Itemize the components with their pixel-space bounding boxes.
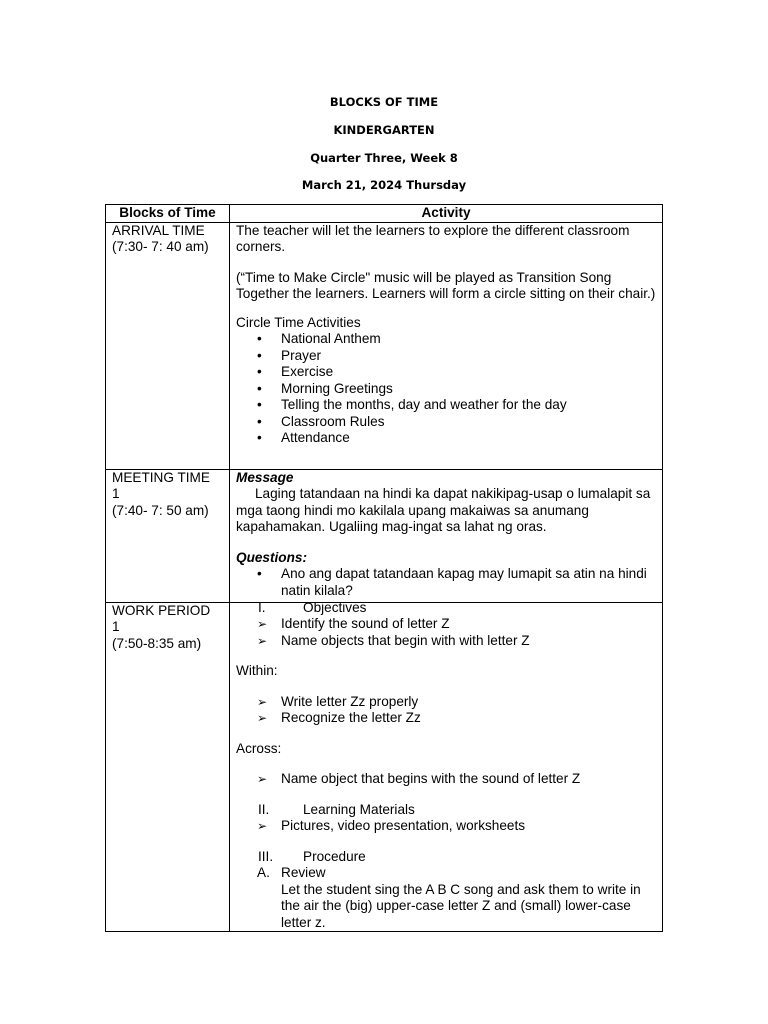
activity-work-cell <box>230 599 663 932</box>
section-title: Learning Materials <box>303 801 415 817</box>
section-number: III. <box>258 848 274 864</box>
block-label: WORK PERIOD <box>112 602 211 618</box>
section-procedure <box>236 849 656 866</box>
list-item: ➢ Write letter Zz properly <box>257 693 419 709</box>
objectives-list <box>236 616 656 649</box>
arrival-paragraph-2: (“Time to Make Circle" music will be played as Transition Song Together the learners. Learners will form a circle sitting on their chair.) <box>236 269 656 301</box>
arrow-bullet-icon: ➢ <box>257 694 268 709</box>
within-list <box>236 694 656 727</box>
step-text: Let the student sing the A B C song and ask them to write in the air the (big) upper-case letter Z and (small) lower-case letter z. <box>281 881 641 930</box>
procedure-step-a <box>236 865 656 931</box>
arrow-bullet-icon: ➢ <box>257 617 268 631</box>
block-time: (7:30- 7: 40 am) <box>112 239 209 254</box>
across-title: Across: <box>236 740 282 756</box>
list-item: ➢ Name objects that begin with with letter Z <box>257 632 530 648</box>
step-title: Review <box>281 865 326 880</box>
arrival-paragraph-1: The teacher will let the learners to explore the different classroom corners. <box>236 222 630 254</box>
arrow-bullet-icon: ➢ <box>257 772 268 786</box>
across-list <box>236 771 656 788</box>
materials-list <box>236 818 656 835</box>
list-item: • Prayer <box>236 348 656 365</box>
section-title: Procedure <box>303 848 366 864</box>
block-label-number: 1 <box>112 619 120 634</box>
block-time: (7:40- 7: 50 am) <box>112 502 209 518</box>
block-label: ARRIVAL TIME <box>112 222 205 238</box>
circle-time-list <box>236 331 656 447</box>
activity-arrival-cell <box>230 222 663 469</box>
block-arrival-cell <box>106 222 230 469</box>
list-item: • Ano ang dapat tatandaan kapag may lumapit sa atin na hindi natin kilala? <box>236 566 656 599</box>
list-item: • Classroom Rules <box>236 414 656 431</box>
table-row <box>106 469 663 602</box>
list-item: ➢ Name object that begins with the sound of letter Z <box>257 771 581 786</box>
within-title: Within: <box>236 663 278 678</box>
step-letter: A. <box>257 865 270 880</box>
quarter-week: Quarter Three, Week 8 <box>310 151 458 165</box>
list-item: • Exercise <box>236 364 656 381</box>
col-header-activity: Activity <box>230 205 663 223</box>
circle-time-title: Circle Time Activities <box>236 314 361 330</box>
block-time: (7:50-8:35 am) <box>112 635 202 651</box>
table-row <box>106 222 663 469</box>
arrow-bullet-icon: ➢ <box>257 819 268 833</box>
section-materials <box>236 802 656 819</box>
table-header-row <box>106 205 663 223</box>
blocks-of-time-table <box>105 204 663 932</box>
grade-level: KINDERGARTEN <box>333 123 435 137</box>
lesson-date: March 21, 2024 Thursday <box>301 178 467 192</box>
section-objectives <box>236 600 656 617</box>
block-label: MEETING TIME <box>112 469 210 485</box>
list-item: • Attendance <box>236 430 656 447</box>
list-item: ➢ Pictures, video presentation, worksheets <box>257 818 526 833</box>
message-text: Laging tatandaan na hindi ka dapat nakikipag-usap o lumalapit sa mga taong hindi mo kakilala upang makaiwas sa anumang kapahamakan. Ugaliing mag-ingat sa lahat ng oras. <box>236 486 651 534</box>
section-title: Objectives <box>303 599 367 615</box>
list-item: • Telling the months, day and weather for the day <box>236 397 656 414</box>
section-number: II. <box>258 801 270 817</box>
list-item: ➢ Identify the sound of letter Z <box>257 616 450 631</box>
table-row <box>106 602 663 932</box>
activity-meeting-cell <box>230 469 663 602</box>
message-title: Message <box>236 469 294 485</box>
questions-list <box>236 566 656 599</box>
section-number: I. <box>258 599 266 615</box>
list-item: • Morning Greetings <box>236 381 656 398</box>
arrow-bullet-icon: ➢ <box>257 711 268 725</box>
col-header-blocks: Blocks of Time <box>106 205 230 223</box>
list-item: • National Anthem <box>236 331 656 348</box>
arrow-bullet-icon: ➢ <box>257 633 268 648</box>
block-label-number: 1 <box>112 486 120 501</box>
block-meeting-cell <box>106 469 230 602</box>
list-item: ➢ Recognize the letter Zz <box>257 710 421 725</box>
document-title: BLOCKS OF TIME <box>329 95 439 109</box>
questions-title: Questions: <box>236 549 307 565</box>
block-work-cell <box>106 602 230 932</box>
